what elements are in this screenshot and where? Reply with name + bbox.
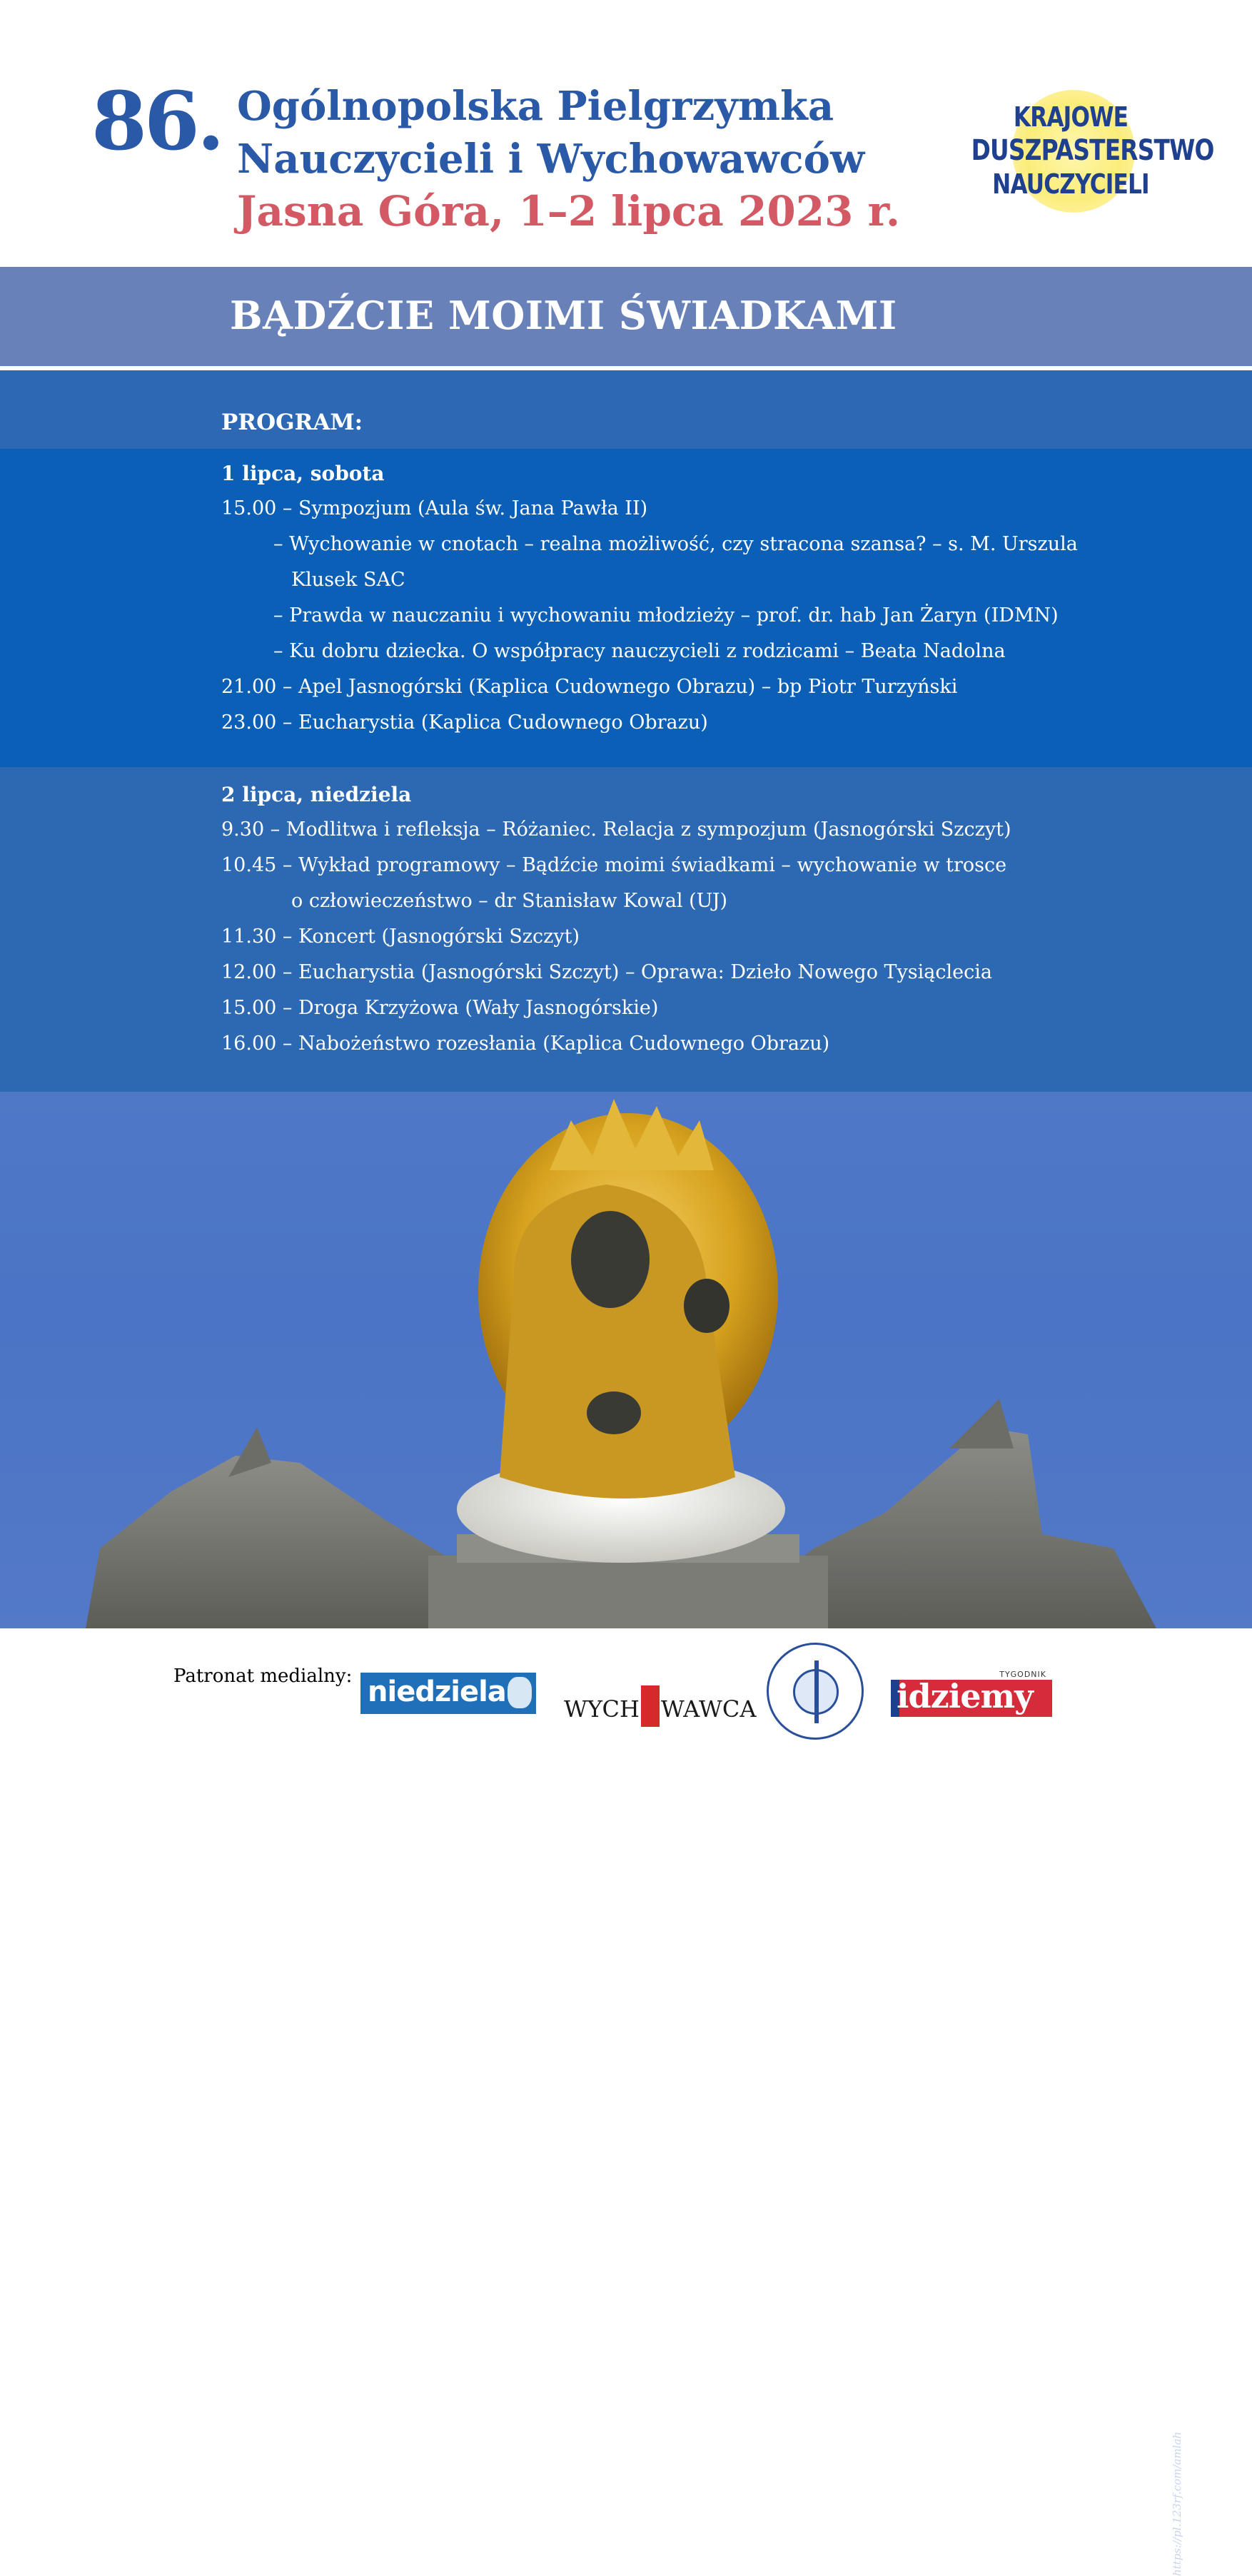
day1-section	[0, 449, 1252, 767]
program-title: PROGRAM:	[221, 410, 363, 435]
program-header-band	[0, 370, 1252, 449]
idziemy-logo-small: TYGODNIK	[999, 1670, 1046, 1679]
child-face	[684, 1279, 730, 1333]
idziemy-logo-text: idziemy	[897, 1677, 1033, 1715]
idziemy-logo	[891, 1670, 1052, 1717]
portrait-icon	[508, 1677, 532, 1708]
motto-band	[0, 267, 1252, 368]
radio-tower-icon	[814, 1660, 819, 1723]
footer	[0, 1628, 1252, 1770]
day2-item: 11.30 – Koncert (Jasnogórski Szczyt)	[221, 926, 580, 948]
statue-illustration	[0, 1092, 1252, 1628]
day2-section	[0, 767, 1252, 1092]
day2-item: 15.00 – Droga Krzyżowa (Wały Jasnogórskie)	[221, 997, 659, 1019]
day1-item: Klusek SAC	[291, 569, 405, 591]
day2-item: o człowieczeństwo – dr Stanisław Kowal (UJ)	[291, 890, 728, 912]
day1-heading: 1 lipca, sobota	[221, 462, 385, 485]
madonna-face	[571, 1211, 650, 1308]
wychowawca-logo-left: WYCH	[564, 1695, 640, 1723]
day2-item: 9.30 – Modlitwa i refleksja – Różaniec. Relacja z sympozjum (Jasnogórski Szczyt)	[221, 818, 1011, 841]
edition-number: 86.	[91, 75, 222, 168]
day1-item: – Wychowanie w cnotach – realna możliwość, czy stracona szansa? – s. M. Urszula	[273, 533, 1078, 555]
organizer-logo-line-1: KRAJOWE	[1013, 101, 1129, 133]
title-line-1: Ogólnopolska Pielgrzymka	[237, 83, 834, 130]
wychowawca-logo-right: WAWCA	[660, 1695, 757, 1723]
niedziela-logo-text: niedziela	[368, 1675, 506, 1708]
cross-mark-icon	[641, 1685, 660, 1727]
organizer-logo-line-2: DUSZPASTERSTWO	[971, 134, 1214, 167]
day1-item: 21.00 – Apel Jasnogórski (Kaplica Cudownego Obrazu) – bp Piotr Turzyński	[221, 676, 958, 698]
day1-item: 23.00 – Eucharystia (Kaplica Cudownego Obrazu)	[221, 711, 708, 734]
photo-credit: https://pl.123rf.com/amlah	[1171, 2431, 1183, 2576]
day2-item: 16.00 – Nabożeństwo rozesłania (Kaplica Cudownego Obrazu)	[221, 1033, 830, 1055]
header	[0, 0, 1252, 267]
day2-item: 10.45 – Wykład programowy – Bądźcie moimi świadkami – wychowanie w trosce	[221, 854, 1007, 876]
organizer-logo	[949, 87, 1214, 215]
day1-item: – Ku dobru dziecka. O współpracy nauczycieli z rodzicami – Beata Nadolna	[273, 640, 1006, 662]
niedziela-logo	[360, 1673, 536, 1714]
radio-jasna-gora-logo	[767, 1643, 864, 1740]
organizer-logo-line-3: NAUCZYCIELI	[992, 168, 1149, 200]
motto: BĄDŹCIE MOIMI ŚWIADKAMI	[230, 293, 897, 338]
day1-item: – Prawda w nauczaniu i wychowaniu młodzieży – prof. dr. hab Jan Żaryn (IDMN)	[273, 604, 1059, 627]
place-date: Jasna Góra, 1–2 lipca 2023 r.	[237, 187, 901, 235]
day2-item: 12.00 – Eucharystia (Jasnogórski Szczyt) – Oprawa: Dzieło Nowego Tysiąclecia	[221, 961, 992, 983]
pedestal	[428, 1556, 828, 1628]
day1-item: 15.00 – Sympozjum (Aula św. Jana Pawła II)	[221, 497, 648, 519]
wychowawca-logo	[564, 1685, 756, 1727]
day2-heading: 2 lipca, niedziela	[221, 783, 412, 806]
patronat-label: Patronat medialny:	[173, 1665, 353, 1687]
title-line-2: Nauczycieli i Wychowawców	[237, 136, 865, 183]
